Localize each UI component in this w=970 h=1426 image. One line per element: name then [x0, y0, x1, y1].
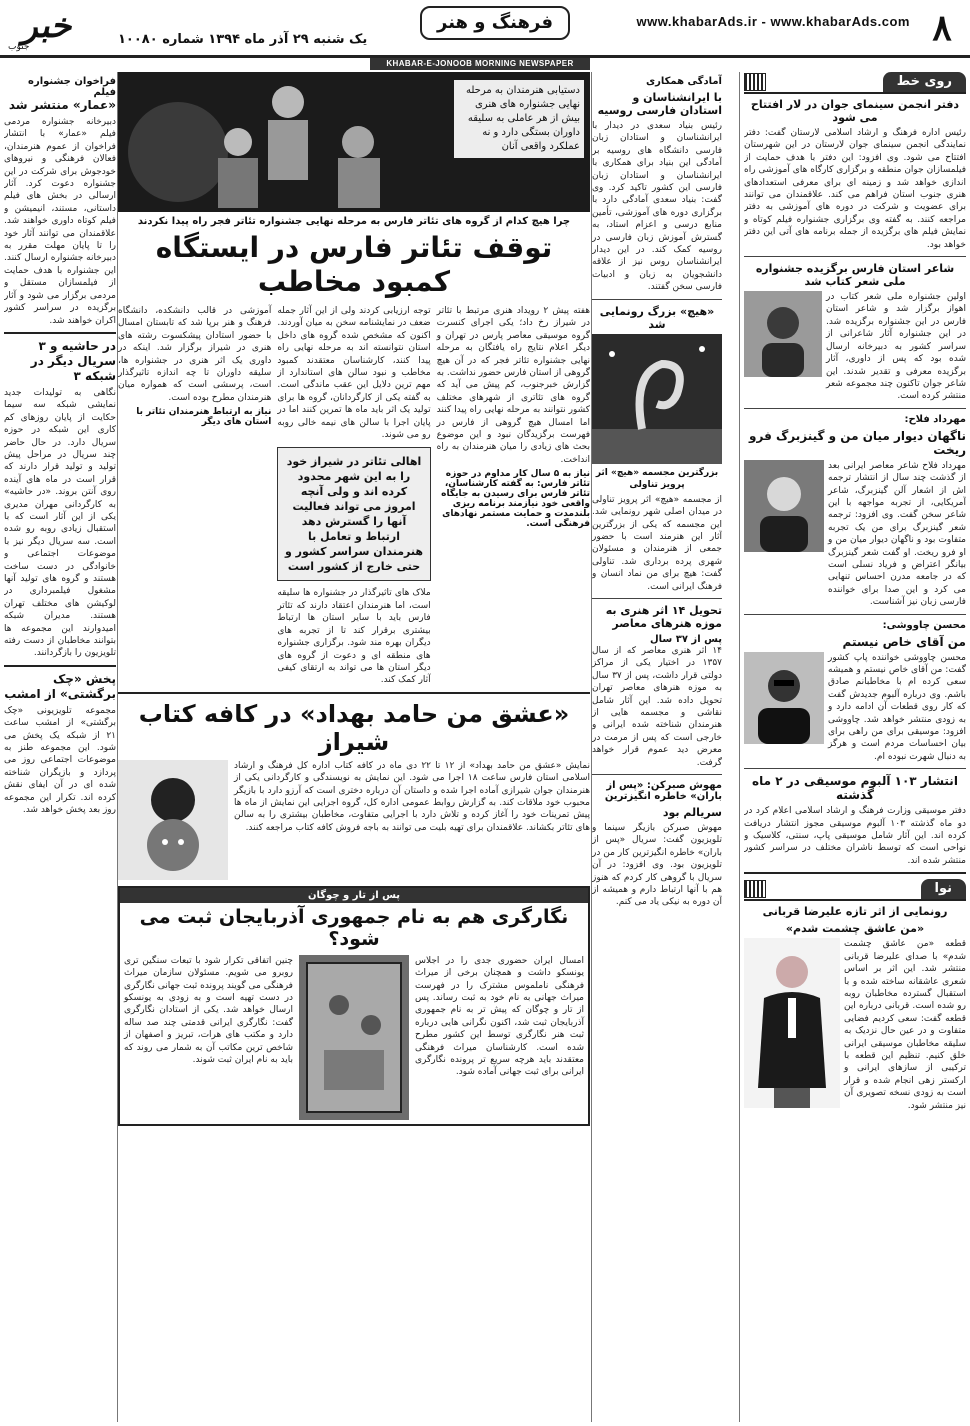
article-subhead: «من عاشق چشمت شدم»	[785, 922, 925, 936]
article-headline: من آقای خاص نیستم	[842, 634, 966, 649]
main-column	[118, 72, 590, 1422]
article-headline: پخش «چک برگشتی» از امشب	[4, 671, 116, 701]
article-body: نمایش «عشق من حامد بهداد» از ۱۲ تا ۲۲ دی ماه در کافه کتاب اداره کل فرهنگ و ارشاد اسلامی استان فارس ساعت ۱۸ اجرا می شود. این نمایش به نویسندگی و کارگردانی یکی از هنرمندان جوان شیرازی آماده اجرا شده و داستان آن درباره دختری است که آرزو دارد با بازیگر محبوب خود ملاقات کند. به گزارش روابط عمومی اداره کل، گروه اجرایی این نمایش از ماه ها پیش تمرینات خود را آغاز کرده و تلاش دارد با اجرایی متفاوت، مخاطبان بیشتری را به سالن های تئاتر بکشاند. علاقمندان برای تهیه بلیت می توانند به باجه فروش کافه کتاب مراجعه کنند.	[234, 760, 590, 833]
book-icon	[744, 73, 766, 91]
article-body: هفته پیش ۲ رویداد هنری مرتبط با تئاتر در شیراز رخ داد؛ یکی اجرای کنسرت گروه موسیقی معاصر پارس در تهران و دیگر اعلام نتایج راه یافتگان به مرحله نهایی جشنواره تئاتر فجر که در آن هیچ گروهی از استان فارس حضور نداشت. به گزارش خبرجنوب، کم پیش می آید که گروه های تئاتری از شهرهای مختلف کشور نتوانند به مرحله نهایی راه پیدا کنند اما امسال هیچ گروهی از فارس در فهرست برگزیدگان نبود و این موضوع بحث های زیادی را میان هنرمندان به راه انداخت.	[436, 306, 590, 465]
photo-caption: بزرگترین مجسمه «هیچ» اثر پرویز تناولی	[595, 467, 719, 490]
article-body: توجه ارزیابی کردند ولی از این آثار جمله ضعف در نمایشنامه سخن به میان آوردند. اکنون که مشخص شده گروه های داخل استان نتوانسته اند به مرحله نهایی راه پیدا کنند، کارشناسان معتقدند کمبود مخاطب و نبود سالن های استاندارد از مهم ترین دلایل این عقب ماندگی است. به گفته یکی از کارگردانان، گروه ها برای تولید یک اثر باید ماه ها تمرین کنند اما در پایان اجرا با سالن های نیمه خالی روبه رو می شوند.	[277, 306, 431, 441]
tab-header-nava	[744, 879, 966, 901]
article-headline: تحویل ۱۴ اثر هنری به موزه هنرهای معاصر	[605, 603, 722, 630]
issue-date: یک شنبه ۲۹ آذر ماه ۱۳۹۴ شماره ۱۰۰۸۰	[118, 32, 368, 47]
article-body: مجموعه تلویزیونی «چک برگشتی» از امشب ساعت ۲۱ از شبکه یک پخش می شود. این مجموعه طنز به موضوعات اجتماعی روز می پردازد و بازیگران شناخته شده ای در آن ایفای نقش کرده اند. تکرار این مجموعه روز بعد پخش خواهد شد.	[4, 705, 116, 816]
article-body: محسن چاووشی خواننده پاپ کشور گفت: من آقای خاص نیستم و همیشه سعی کرده ام با مخاطبانم صادق باشم. وی درباره آلبوم جدیدش گفت که کار روی قطعات آن ادامه دارد و به زودی منتشر خواهد شد. چاووشی افزود: موسیقی برای من راهی برای بیان احساسات مردم است و هرگز به دنبال شهرت نبوده ام.	[828, 652, 966, 762]
tab-header-online	[744, 72, 966, 94]
article-headline: با ایرانشناسان و استادان فارسی روسیه	[597, 91, 722, 117]
miniature-article-box	[118, 886, 590, 1126]
lead-article	[118, 305, 590, 687]
article-headline: انتشار ۱۰۳ آلبوم موسیقی در ۲ ماه گذشته	[752, 774, 958, 803]
article-body: نگاهی به تولیدات جدید نمایشی شبکه سه سیما حکایت از پایان روزهای کم کاری این شبکه در حوزه سریال دارد. در حال حاضر چند سریال در مراحل پیش تولید و تولید قرار دارند که قرار است در ماه های آینده روی آنتن بروند. «در حاشیه» به کارگردانی مهران مدیری یکی از این آثار است که با استقبال زیادی روبه رو شده است. سه سریال دیگر نیز با موضوعات اجتماعی و خانوادگی در دست ساخت هستند و گروه های تولید آنها مشغول فیلمبرداری در لوکیشن های مختلف تهران هستند. مدیران شبکه امیدوارند این مجموعه ها بتوانند مخاطبان از دست رفته تلویزیون را بازگردانند.	[4, 387, 116, 659]
logo-text: خبر	[19, 6, 79, 46]
book-icon	[744, 880, 766, 898]
lead-quote: دستیابی هنرمندان به مرحله نهایی جشنواره های هنری بیش از هر عاملی به سلیقه داوران بستگی دارد و نه عملکرد واقعی آنان	[454, 80, 584, 158]
tab-label: نوا	[921, 879, 967, 899]
article-kicker: آمادگی همکاری	[645, 76, 722, 87]
article-body: ملاک های تاثیرگذار در جشنواره ها سلیقه است، اما هنرمندان اعتقاد دارند که تئاتر فارس باید با سایر استان ها ارتباط بیشتری برقرار کند تا از تجربه های دیگران بهره مند شود. برگزاری جشنواره های منطقه ای و دعوت از گروه های دیگر استان ها می تواند به ارتقای کیفی آثار کمک کند.	[277, 588, 431, 686]
third-column	[592, 72, 722, 1422]
article-body: از مجسمه «هیچ» اثر پرویز تناولی در میدان اصلی شهر رونمایی شد. این مجسمه که یکی از بزرگترین آثار این هنرمند است با حضور جمعی از هنرمندان و مسئولان شهری پرده برداری شد. تناولی گفت: هیچ برای من نماد انسان و فرهنگ ایرانی است.	[592, 494, 722, 592]
article-body: دبیرخانه جشنواره مردمی فیلم «عمار» با انتشار فراخوان از عموم هنرمندان، فعالان فرهنگی و نیروهای خودجوش برای شرکت در این جشنواره دعوت کرد. آثار ارسالی در بخش های فیلم داستانی، مستند، انیمیشن و فیلم کوتاه داوری خواهند شد. علاقمندان می توانند آثار خود را تا پایان مهلت مقرر به دبیرخانه جشنواره ارسال کنند. این جشنواره با هدف حمایت از فیلمسازان مستقل و مردمی برگزار می شود و آثار برگزیده در سراسر کشور اکران خواهند شد.	[4, 117, 116, 326]
pull-quote: اهالی تئاتر در شیراز خود را به این شهر محدود کرده اند و ولی آنچه امروز می تواند فعالیت آنها را گسترش دهد ارتباط و تعامل با هنرمندان سراسر کشور و حتی خارج از کشور است	[277, 447, 430, 581]
article-subhead: پس از ۳۷ سال	[649, 633, 722, 645]
article-headline: در حاشیه و ۳ سریال دیگر در شبکه ۳	[30, 338, 116, 383]
article-body: رئیس اداره فرهنگ و ارشاد اسلامی لارستان گفت: دفتر نمایندگی انجمن سینمای جوان لارستان در این شهرستان افتتاح می شود. وی افزود: این دفتر با هدف حمایت از فیلمسازان جوان منطقه و برگزاری کارگاه های آموزشی راه اندازی خواهد شد و زمینه ای برای معرفی استعدادهای هنری جنوب استان فراهم می کند. علاقمندان می توانند برای عضویت و شرکت در دوره های آموزشی به دفتر مراجعه کنند. به گفته وی برگزاری جشنواره فیلم کوتاه و نمایش فیلم های برگزیده از جمله برنامه های آتی این دفتر خواهد بود.	[744, 128, 966, 250]
article-headline: نگارگری هم به نام جمهوری آذربایجان ثبت می شود؟	[139, 905, 569, 950]
article-headline: «عمار» منتشر شد	[8, 98, 116, 112]
singer-photo	[744, 652, 824, 744]
cafe-headline: «عشق من حامد بهداد» در کافه کتاب شیراز	[138, 699, 570, 756]
article-kicker: فراخوان جشنواره فیلم	[28, 76, 116, 98]
site-urls[interactable]: www.khabarAds.ir - www.khabarAds.com	[636, 14, 910, 29]
article-body: مهرداد فلاح شاعر معاصر ایرانی بعد از گذشت چند سال از انتشار ترجمه اش از اشعار آلن گینزبرگ، شاعر آمریکایی، از تجربه مواجهه با این شاعر سخن گفت. وی افزود: ترجمه شعر گینزبرگ برای من یک تجربه متفاوت بود و ناگهان دیوار میان من و او فرو ریخت. او گفت شعر گینزبرگ بیانگر اعتراض و فریاد نسلی است که در جامعه مدرن احساس تنهایی می کرد و این صدا برای خواننده فارسی زبان نیز آشناست.	[828, 460, 966, 608]
article-headline: دفتر انجمن سینمای جوان در لار افتتاح می شود	[750, 98, 960, 124]
english-banner: KHABAR-E-JONOOB MORNING NEWSPAPER	[370, 58, 590, 70]
poet-photo	[744, 291, 822, 377]
singer-full-photo	[744, 938, 840, 1108]
article-body: رئیس بنیاد سعدی در دیدار با ایرانشناسان و استادان زبان فارسی دانشگاه های روسیه بر آمادگی این بنیاد برای همکاری با ایرانشناسان و استادان زبان فارسی این کشور تاکید کرد. وی گفت: بنیاد سعدی آمادگی دارد با برگزاری دوره های آموزشی، تأمین منابع درسی و اعزام استاد، به گسترش آموزش زبان فارسی در روسیه کمک کند. در این دیدار ایرانشناسان روس نیز از علاقه دانشجویان به زبان و ادبیات فارسی سخن گفتند.	[592, 121, 722, 293]
masthead	[0, 0, 970, 58]
article-body: دفتر موسیقی وزارت فرهنگ و ارشاد اسلامی اعلام کرد در دو ماه گذشته ۱۰۳ آلبوم موسیقی مجوز انتشار دریافت کرده اند. این آثار شامل موسیقی پاپ، سنتی، کلاسیک و نواحی است که توسط ناشران مختلف در سراسر کشور منتشر شده اند.	[744, 806, 966, 866]
article-byline: محسن چاووشی:	[882, 619, 966, 631]
tab-label: روی خط	[883, 72, 966, 92]
play-poster-photo	[118, 760, 228, 880]
article-body: قطعه «من عاشق چشمت شدم» با صدای علیرضا قربانی منتشر شد. این اثر بر اساس شعری عاشقانه ساخته شده و با استقبال گسترده مخاطبان روبه رو شده است. قربانی درباره این قطعه گفت: سعی کردیم فضایی متفاوت و در عین حال نزدیک به سلیقه مخاطبان موسیقی ایرانی خلق کنیم. تنظیم این قطعه با ترکیبی از سازهای ایرانی و ارکستر زهی انجام شده و قرار است به زودی نسخه تصویری آن نیز منتشر شود.	[844, 939, 966, 1111]
right-column	[744, 72, 966, 1422]
newspaper-logo	[6, 6, 92, 52]
article-byline: مهرداد فلاح:	[904, 413, 966, 425]
article-headline: ناگهان دیوار میان من و گینزبرگ فرو ریخت	[749, 428, 966, 457]
article-headline: رونمایی از اثر تازه علیرضا قربانی	[762, 905, 948, 919]
article-body: آموزشی در قالب دانشکده، دانشگاه فرهنگ و هنر برپا شد که تابستان امسال با حضور استادان پیشکسوت رشته های هنری در شیراز برگزار شد. اینکه در داوری یک اثر هنری در جشنواره ها، سلیقه داوران تا چه اندازه تاثیرگذار است، پرسشی است که همواره میان هنرمندان مطرح بوده است.	[118, 306, 272, 403]
section-title: فرهنگ و هنر	[420, 6, 570, 40]
article-byline: مهوش صبرکن: «پس از باران» خاطره انگیزترین	[604, 780, 722, 802]
poet-portrait-photo	[744, 460, 824, 552]
lead-theater-photo	[118, 72, 590, 212]
article-body: اولین جشنواره ملی شعر کتاب در اهواز برگزار شد و شاعر استان فارس در این جشنواره برگزیده شد. در این جشنواره آثار شاعرانی از سراسر کشور به دبیرخانه ارسال شده بود که پس از داوری، آثار برگزیده معرفی و تقدیر شدند. این شاعر جوان تاکنون چند مجموعه شعر منتشر کرده است.	[826, 292, 966, 402]
article-headline: شاعر استان فارس برگزیده جشنواره ملی شعر کتاب شد	[755, 262, 955, 289]
article-body: مهوش صبرکن بازیگر سینما و تلویزیون گفت: سریال «پس از باران» خاطره انگیزترین کار من در تلویزیون بود. وی افزود: در آن سریال با گروهی کار کردم که هنوز هم با آنها ارتباط دارم و همیشه از آن دوره به نیکی یاد می کنم.	[592, 823, 722, 908]
article-headline: «هیچ» بزرگ رونمایی شد	[599, 304, 715, 331]
article-body: ۱۴ اثر هنری معاصر که از سال ۱۳۵۷ در اختیار یکی از مراکز دولتی قرار داشت، پس از ۳۷ سال به موزه هنرهای معاصر تهران تحویل داده شد. این آثار شامل نقاشی و مجسمه هایی از هنرمندان شناخته شده ایرانی و خارجی است که پس از مرمت در معرض دید عموم قرار خواهد گرفت.	[592, 645, 722, 768]
left-column	[4, 72, 116, 1422]
article-body: امسال ایران حضوری جدی را در اجلاس یونسکو داشت و همچنان برخی از میراث فرهنگی ناملموس مشترک را در فهرست میراث جهانی به نام خود به ثبت رساند. پس از تار و چوگان که پیش تر به نام جمهوری آذربایجان ثبت شد، اکنون نگرانی هایی درباره ثبت هنر نگارگری توسط این کشور مطرح شده است. کارشناسان میراث فرهنگی معتقدند باید هرچه سریع تر پرونده نگارگری ایرانی برای ثبت جهانی آماده شود.	[415, 955, 584, 1078]
page-number: ۸	[932, 7, 952, 49]
article-subhead: نیاز به ۵ سال کار مداوم در حوزه تئاتر فارس: به گفته کارشناسان، تئاتر فارس برای رسیدن به جایگاه واقعی خود نیازمند برنامه ریزی بلندمدت و حمایت مستمر نهادهای فرهنگی است.	[441, 469, 590, 530]
article-body: چنین اتفاقی تکرار شود با تبعات سنگین تری روبرو می شویم. مسئولان سازمان میراث فرهنگی می گویند پرونده ثبت جهانی نگارگری در دست تهیه است و به زودی به یونسکو ارسال خواهد شد. یکی از استادان نگارگری گفت: نگارگری ایرانی قدمتی چند صد ساله دارد و مکتب های هرات، تبریز و اصفهان از شاخص ترین مکاتب آن به شمار می روند که باید به نام ایران ثبت شوند.	[124, 955, 293, 1065]
article-headline: سریالم بود	[662, 806, 722, 819]
lead-kicker: چرا هیچ کدام از گروه های تئاتر فارس به مرحله نهایی جشنواره تئاتر فجر راه پیدا نکردند	[137, 216, 571, 227]
sculpture-photo	[592, 334, 722, 464]
miniature-painting-photo	[299, 955, 409, 1120]
lead-headline: توقف تئاتر فارس در ایستگاه کمبود مخاطب	[155, 231, 553, 298]
article-subhead: نیاز به ارتباط هنرمندان تئاتر با استان های دیگر	[136, 407, 272, 428]
article-kicker: پس از تار و چوگان	[120, 888, 588, 903]
logo-sub: جنوب	[8, 42, 30, 52]
